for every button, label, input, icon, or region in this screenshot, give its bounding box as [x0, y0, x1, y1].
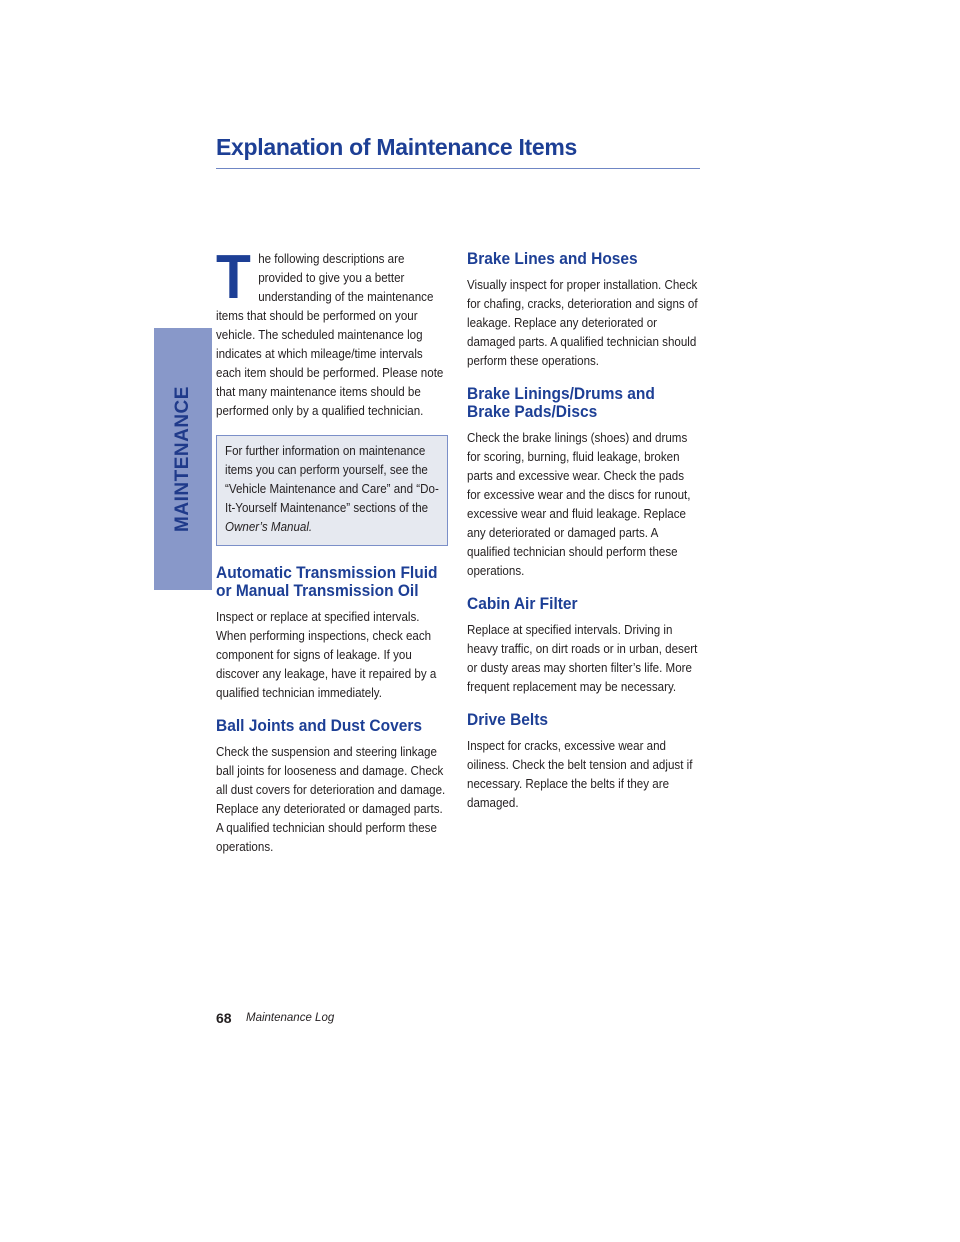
- section-body: Check the suspension and steering linkage ball joints for looseness and damage. Check all dust covers for deterioration and damage. Replace any deteriorated or damaged parts. A qualified technician should perform these operations.: [216, 745, 446, 854]
- side-tab: [154, 328, 212, 590]
- section-transmission-fluid: [216, 564, 450, 703]
- left-column: [216, 243, 450, 871]
- section-heading: Brake Linings/Drums and Brake Pads/Discs: [467, 385, 655, 421]
- section-heading: Cabin Air Filter: [467, 595, 578, 613]
- intro-paragraph: [216, 243, 450, 421]
- section-brake-lines: [467, 250, 701, 371]
- section-body: Inspect for cracks, excessive wear and oiliness. Check the belt tension and adjust if necessary. Replace the belts if they are damaged.: [467, 739, 693, 810]
- section-heading: Ball Joints and Dust Covers: [216, 717, 422, 735]
- title-divider: [216, 168, 700, 169]
- info-note-text: [225, 442, 446, 537]
- page-number: 68: [216, 1010, 232, 1026]
- section-body: Check the brake linings (shoes) and drums for scoring, burning, fluid leakage, broken parts and excessive wear. Check the pads for excessive wear and the discs for runout, excessive wear and fluid leakage. Replace any deteriorated or damaged parts. A qualified technician should perform these operations.: [467, 431, 691, 578]
- section-drive-belts: [467, 711, 701, 813]
- info-note-box: [216, 435, 448, 546]
- info-note-body: For further information on maintenance items you can perform yourself, see the “Vehicle Maintenance and Care” and “Do-It-Yourself Maintenance” sections of the: [225, 444, 439, 515]
- section-body: Inspect or replace at specified intervals. When performing inspections, check each component for signs of leakage. If you discover any leakage, have it repaired by a qualified technician immediately.: [216, 610, 437, 700]
- section-body: Visually inspect for proper installation. Check for chafing, cracks, deterioration and signs of leakage. Replace any deteriorated or damaged parts. A qualified technician should perform these operations.: [467, 278, 698, 368]
- section-heading: Brake Lines and Hoses: [467, 250, 638, 268]
- section-brake-linings: [467, 385, 701, 581]
- section-heading: Drive Belts: [467, 711, 549, 729]
- section-cabin-air-filter: [467, 595, 701, 697]
- right-column: [467, 250, 701, 827]
- side-tab-label: MAINTENANCE: [172, 386, 193, 532]
- page-title: Explanation of Maintenance Items: [216, 134, 578, 160]
- section-body: Replace at specified intervals. Driving in heavy traffic, on dirt roads or in urban, desert or dusty areas may shorten filter’s life. More frequent replacement may be necessary.: [467, 623, 698, 694]
- section-ball-joints: [216, 717, 450, 857]
- footer-label: Maintenance Log: [246, 1012, 335, 1024]
- info-note-manual-title: Owner’s Manual.: [225, 520, 313, 534]
- intro-text: he following descriptions are provided to give you a better understanding of the maintenance items that should be performed on your vehicle. The scheduled maintenance log indicates at which mileage/time intervals each item should be performed. Please note that many maintenance items should be performed only by a qualified technician.: [216, 252, 444, 418]
- section-heading: Automatic Transmission Fluid or Manual Transmission Oil: [216, 564, 438, 600]
- intro-dropcap: T: [216, 243, 251, 312]
